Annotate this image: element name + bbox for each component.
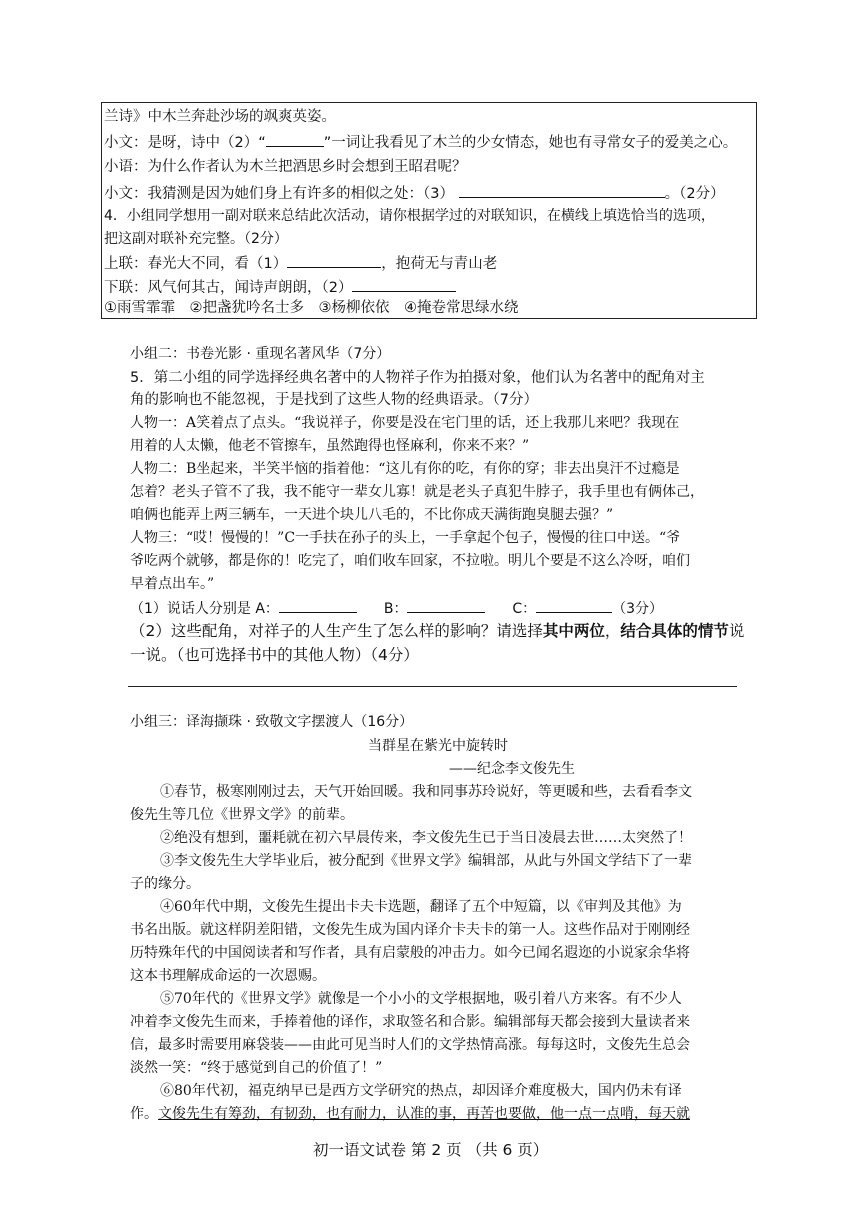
text-fragment: 作。 [130, 1106, 158, 1122]
box-line: 兰诗》中木兰奔赴沙场的飒爽英姿。 [104, 109, 336, 125]
quote-line: 人物一：A笑着点了点头。“我说祥子，你要是没在宅门里的话，还上我那儿来吧？我现在 [130, 415, 680, 431]
article-line [130, 1105, 690, 1123]
question-text: 5．第二小组的同学选择经典名著中的人物祥子作为拍摄对象，他们认为名著中的配角对主 [130, 370, 705, 386]
article-line: ①春节，极寒刚刚过去，天气开始回暖。我和同事苏玲说好，等更暖和些，去看看李文 [160, 784, 692, 800]
article-line: 书名出版。就这样阴差阳错，文俊先生成为国内译介卡夫卡的第一人。这些作品对于刚刚经 [130, 922, 690, 938]
quote-line: 用着的人太懒，他老不管擦车，虽然跑得也怪麻利，你来不来？” [130, 438, 530, 454]
section-heading: 小组三：译海撷珠 · 致敬文字摆渡人（16分） [130, 714, 414, 730]
answer-blank[interactable] [287, 253, 381, 268]
answer-blank-c[interactable] [536, 598, 612, 613]
box-line [104, 183, 725, 203]
article-line: ②绝没有想到，噩耗就在初六早晨传来，李文俊先生已于当日凌晨去世……太突然了！ [160, 830, 692, 846]
text-fragment: （1）说话人分别是 A： [130, 601, 279, 617]
article-line: 子的缘分。 [130, 876, 200, 892]
text-fragment: 说 [728, 622, 745, 640]
text-fragment: C： [512, 601, 537, 617]
article-line: 冲着李文俊先生而来，手捧着他的译作，求取签名和合影。编辑部每天都会接到大量读者来 [130, 1014, 690, 1030]
text-fragment: B： [383, 601, 408, 617]
underlined-sentence: 文俊先生有筹劲，有韧劲，也有耐力，认准的事，再苦也要做，他一点一点啃，每天就 [158, 1106, 690, 1122]
text-fragment: 上联：春光大不同，看（1） [104, 256, 288, 272]
quote-line: 人物二：B坐起来，半笑半恼的指着他：“这儿有你的吃，有你的穿；非去出臭汗不过瘾是 [130, 461, 680, 477]
article-line: 这本书理解成命运的一次恩赐。 [130, 968, 326, 984]
answer-blank-b[interactable] [407, 598, 485, 613]
quote-line: 咱俩也能弄上两三辆车，一天进个块儿八毛的，不比你成天满街跑臭腿去强？” [130, 507, 614, 523]
box-line [104, 277, 456, 297]
text-fragment: ，抱荷无与青山老 [381, 256, 498, 272]
page-footer: 初一语文试卷 第 2 页 （共 6 页） [313, 1141, 549, 1159]
answer-line[interactable] [128, 686, 737, 687]
article-line: ⑤70年代的《世界文学》就像是一个小小的文学根据地，吸引着八方来客。有不少人 [160, 991, 682, 1007]
answer-blank[interactable] [266, 132, 324, 147]
sub-question-2-cont: 一说。（也可选择书中的其他人物）（4分） [130, 646, 419, 664]
article-subtitle: ——纪念李文俊先生 [449, 761, 575, 777]
article-line: ③李文俊先生大学毕业后，被分配到《世界文学》编辑部，从此与外国文学结下了一辈 [160, 853, 692, 869]
article-line: 俊先生等几位《世界文学》的前辈。 [130, 807, 354, 823]
quote-line: 怎着？老头子管不了我，我不能守一辈女儿寡！就是老头子真犯牛脖子，我手里也有俩体己， [130, 484, 704, 500]
text-fragment: 下联：风气何其古，闻诗声朗朗，（2） [104, 280, 353, 296]
sub-question-2 [130, 621, 744, 641]
text-fragment: ， [604, 622, 621, 640]
article-line: ⑥80年代初，福克纳早已是西方文学研究的热点，却因译介难度极大，国内仍未有译 [160, 1083, 682, 1099]
emphasis-text: 结合具体的情节 [620, 622, 729, 640]
quote-line: 爷吃两个就够，都是你的！吃完了，咱们收车回家，不拉啦。明儿个要是不这么冷呀，咱们 [130, 553, 690, 569]
answer-blank[interactable] [352, 277, 456, 292]
article-line: 历特殊年代的中国阅读者和写作者，具有启蒙般的冲击力。如今已闻名遐迩的小说家余华将 [130, 945, 690, 961]
text-fragment: 小文：我猜测是因为她们身上有许多的相似之处：（3） [104, 186, 454, 202]
options-line: ①雨雪霏霏 ②把盏犹吟名士多 ③杨柳依依 ④掩卷常思绿水绕 [104, 300, 519, 316]
box-line [104, 253, 497, 273]
text-fragment: 小文：是呀，诗中（2）“ [104, 135, 266, 151]
article-title: 当群星在紫光中旋转时 [368, 738, 508, 754]
text-fragment: ”一词让我看见了木兰的少女情态，她也有寻常女子的爱美之心。 [323, 135, 738, 151]
box-line: 4．小组同学想用一副对联来总结此次活动，请你根据学过的对联知识，在横线上填选恰当的选项， [104, 208, 715, 224]
box-line: 把这副对联补充完整。（2分） [104, 231, 288, 247]
emphasis-text: 其中两位 [542, 622, 605, 640]
text-fragment: （2）这些配角，对祥子的人生产生了怎么样的影响？请选择 [130, 622, 543, 640]
box-line [104, 132, 737, 152]
box-line: 小语：为什么作者认为木兰把酒思乡时会想到王昭君呢？ [104, 159, 467, 175]
article-line: 信，最多时需要用麻袋装——由此可见当时人们的文学热情高涨。每每这时，文俊先生总会 [130, 1037, 690, 1053]
section-heading: 小组二：书卷光影 · 重现名著风华（7分） [130, 346, 391, 362]
answer-blank-a[interactable] [279, 598, 357, 613]
sub-question-1 [130, 598, 663, 618]
article-line: 淡然一笑：“终于感觉到自己的价值了！” [130, 1060, 383, 1076]
question-text: 角的影响也不能忽视，于是找到了这些人物的经典语录。（7分） [130, 392, 538, 408]
answer-blank[interactable] [459, 183, 665, 198]
text-fragment: 。（2分） [664, 186, 725, 202]
article-line: ④60年代中期，文俊先生提出卡夫卡选题，翻译了五个中短篇，以《审判及其他》为 [160, 899, 682, 915]
quote-line: 人物三：“哎！慢慢的！”C一手扶在孙子的头上，一手拿起个包子，慢慢的往口中送。“爷 [130, 530, 681, 546]
quote-line: 早着点出车。” [130, 576, 215, 592]
text-fragment: （3分） [612, 601, 664, 617]
